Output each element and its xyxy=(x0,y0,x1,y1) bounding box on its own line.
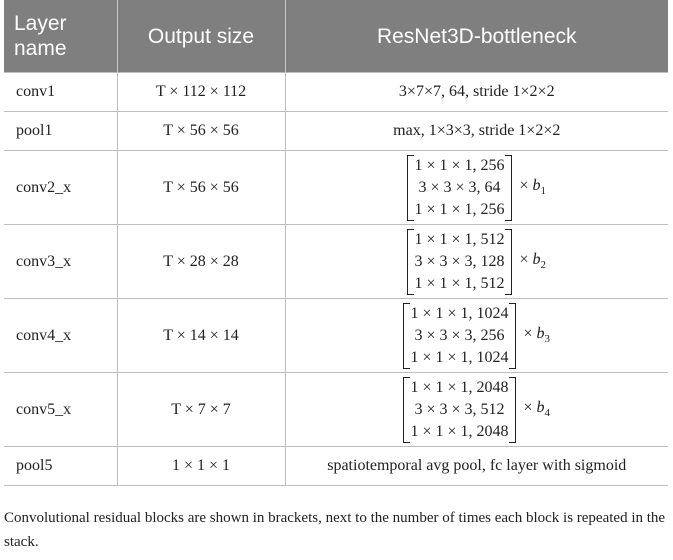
architecture-table-wrap xyxy=(4,0,668,486)
bracket-matrix xyxy=(403,377,515,443)
bracket-matrix xyxy=(407,155,511,221)
bracket-matrix xyxy=(407,229,511,295)
matrix-line: 1 × 1 × 1, 512 xyxy=(414,230,505,248)
output-size-cell: T × 112 × 112 xyxy=(117,73,285,112)
matrix-line: 3 × 3 × 3, 128 xyxy=(414,252,505,270)
matrix-line: 1 × 1 × 1, 256 xyxy=(414,200,505,218)
repeat-count: × $b_2$ xyxy=(519,251,547,272)
layer-name-cell: pool1 xyxy=(4,112,117,151)
config-cell: 3×7×7, 64, stride 1×2×2 xyxy=(285,73,668,112)
table-row xyxy=(4,373,668,447)
table-row xyxy=(4,112,668,151)
output-size-cell: T × 7 × 7 xyxy=(117,373,285,447)
matrix-line: 1 × 1 × 1, 2048 xyxy=(410,378,509,396)
config-cell: spatiotemporal avg pool, fc layer with sigmoid xyxy=(285,447,668,486)
matrix-line: 3 × 3 × 3, 512 xyxy=(414,400,505,418)
matrix-line: 1 × 1 × 1, 512 xyxy=(414,274,505,292)
config-cell xyxy=(285,373,668,447)
matrix-line: 3 × 3 × 3, 64 xyxy=(418,178,501,196)
architecture-table xyxy=(4,0,668,486)
matrix-line: 3 × 3 × 3, 256 xyxy=(414,326,505,344)
output-size-cell: T × 56 × 56 xyxy=(117,151,285,225)
table-row xyxy=(4,73,668,112)
config-cell xyxy=(285,151,668,225)
config-cell xyxy=(285,299,668,373)
header-output-size: Output size xyxy=(117,0,285,73)
output-size-cell: 1 × 1 × 1 xyxy=(117,447,285,486)
table-row xyxy=(4,299,668,373)
residual-block xyxy=(407,155,546,221)
table-caption: Convolutional residual blocks are shown in brackets, next to the number of times each block is repeated in the stack. xyxy=(4,510,666,550)
output-size-cell: T × 56 × 56 xyxy=(117,112,285,151)
header-row xyxy=(4,0,668,73)
repeat-count: × $b_3$ xyxy=(523,325,551,346)
layer-name-cell: conv2_x xyxy=(4,151,117,225)
layer-name-cell: conv4_x xyxy=(4,299,117,373)
output-size-cell: T × 28 × 28 xyxy=(117,225,285,299)
table-row xyxy=(4,225,668,299)
output-size-cell: T × 14 × 14 xyxy=(117,299,285,373)
matrix-line: 1 × 1 × 1, 256 xyxy=(414,156,505,174)
residual-block xyxy=(403,303,550,369)
header-layer-name: Layer name xyxy=(4,0,117,73)
table-row xyxy=(4,447,668,486)
layer-name-cell: conv3_x xyxy=(4,225,117,299)
layer-name-cell: pool5 xyxy=(4,447,117,486)
matrix-line: 1 × 1 × 1, 2048 xyxy=(410,422,509,440)
residual-block xyxy=(403,377,550,443)
header-resnet3d-bottleneck: ResNet3D-bottleneck xyxy=(285,0,668,73)
matrix-line: 1 × 1 × 1, 1024 xyxy=(410,348,509,366)
layer-name-cell: conv1 xyxy=(4,73,117,112)
config-cell xyxy=(285,225,668,299)
residual-block xyxy=(407,229,546,295)
layer-name-cell: conv5_x xyxy=(4,373,117,447)
table-row xyxy=(4,151,668,225)
repeat-count: × $b_4$ xyxy=(523,399,551,420)
bracket-matrix xyxy=(403,303,515,369)
matrix-line: 1 × 1 × 1, 1024 xyxy=(410,304,509,322)
repeat-count: × $b_1$ xyxy=(519,177,547,198)
config-cell: max, 1×3×3, stride 1×2×2 xyxy=(285,112,668,151)
